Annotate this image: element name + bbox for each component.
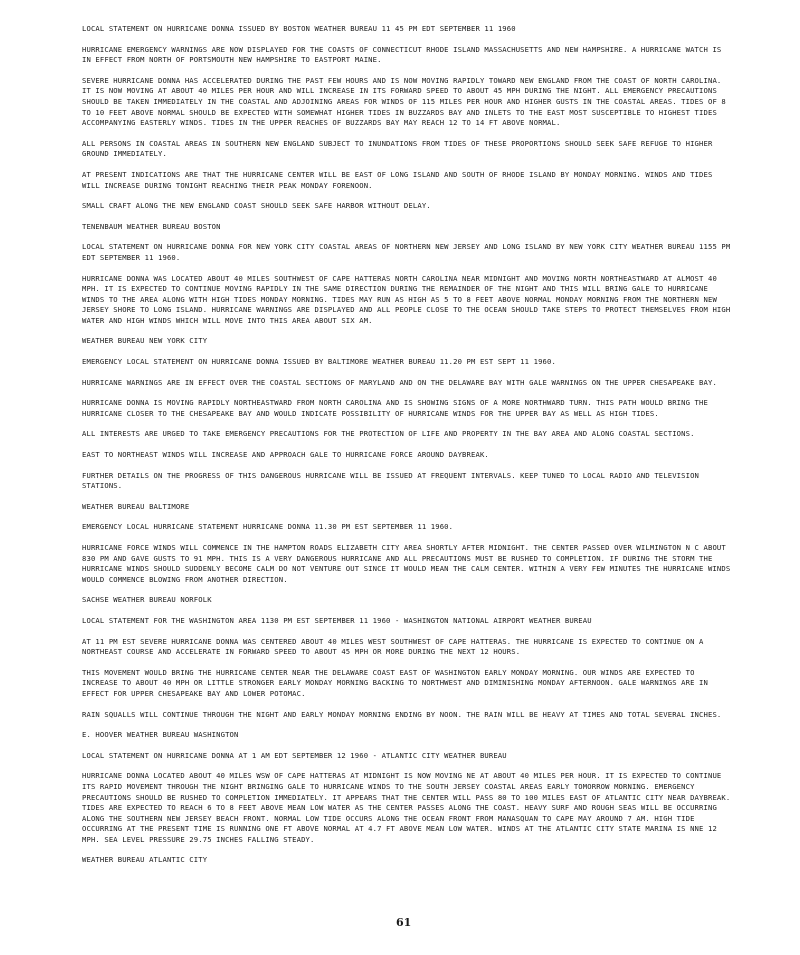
- statement-heading-washington: LOCAL STATEMENT FOR THE WASHINGTON AREA 1130 PM EST SEPTEMBER 11 1960 - WASHINGTON NATIONAL AIRPORT WEATHER BUREAU: [82, 615, 592, 625]
- signature-atlantic-city: WEATHER BUREAU ATLANTIC CITY: [82, 855, 208, 865]
- paragraph: AT 11 PM EST SEVERE HURRICANE DONNA WAS CENTERED ABOUT 40 MILES WEST SOUTHWEST OF CAPE HATTERAS. THE HURRICANE IS EXPECTED TO CONTINUE ON A NORTHEAST COURSE AND ACCELERATE IN FORWARD SPEED TO ABOUT 45 MPH OR MORE DURING THE NEXT 12 HOURS.: [82, 636, 704, 657]
- statement-heading-atlantic-city: LOCAL STATEMENT ON HURRICANE DONNA AT 1 AM EDT SEPTEMBER 12 1960 - ATLANTIC CITY WEATHER BUREAU: [82, 750, 507, 760]
- signature-boston: TENENBAUM WEATHER BUREAU BOSTON: [82, 221, 221, 231]
- document-body: [82, 24, 732, 876]
- paragraph: HURRICANE EMERGENCY WARNINGS ARE NOW DISPLAYED FOR THE COASTS OF CONNECTICUT RHODE ISLAND MASSACHUSETTS AND NEW HAMPSHIRE. A HURRICANE WATCH IS IN EFFECT FROM NORTH OF PORTSMOUTH NEW HAMPSHIRE TO EASTPORT MAINE.: [82, 44, 722, 65]
- paragraph: SMALL CRAFT ALONG THE NEW ENGLAND COAST SHOULD SEEK SAFE HARBOR WITHOUT DELAY.: [82, 201, 431, 211]
- paragraph: SEVERE HURRICANE DONNA HAS ACCELERATED DURING THE PAST FEW HOURS AND IS NOW MOVING RAPIDLY TOWARD NEW ENGLAND FROM THE COAST OF NORTH CAROLINA. IT IS NOW MOVING AT ABOUT 40 MILES PER HOUR AND WILL INCREASE IN ITS FORWARD SPEED TO ABOUT 45 MPH DURING THE NIGHT. ALL EMERGENCY PRECAUTIONS SHOULD BE TAKEN IMMEDIATELY IN THE COASTAL AND ADJOINING AREAS FOR WINDS OF 115 MILES PER HOUR AND HIGHER GUSTS IN THE COASTAL AREAS. TIDES OF 8 TO 10 FEET ABOVE NORMAL SHOULD BE EXPECTED WITH SOMEWHAT HIGHER TIDES IN BUZZARDS BAY AND INLETS TO THE EAST MOST SUSCEPTIBLE TO HIGHEST TIDES ACCOMPANYING EASTERLY WINDS. TIDES IN THE UPPER REACHES OF BUZZARDS BAY MAY REACH 12 TO 14 FT ABOVE NORMAL.: [82, 75, 726, 128]
- paragraph: ALL INTERESTS ARE URGED TO TAKE EMERGENCY PRECAUTIONS FOR THE PROTECTION OF LIFE AND PROPERTY IN THE BAY AREA AND ALONG COASTAL SECTIONS.: [82, 429, 695, 439]
- signature-norfolk: SACHSE WEATHER BUREAU NORFOLK: [82, 595, 212, 605]
- paragraph: HURRICANE DONNA IS MOVING RAPIDLY NORTHEASTWARD FROM NORTH CAROLINA AND IS SHOWING SIGNS OF A MORE NORTHWARD TURN. THIS PATH WOULD BRING THE HURRICANE CLOSER TO THE CHESAPEAKE BAY AND WOULD INDICATE POSSIBILITY OF HURRICANE WINDS FOR THE UPPER BAY AS WELL AS HIGH TIDES.: [82, 398, 708, 418]
- statement-heading-norfolk: EMERGENCY LOCAL HURRICANE STATEMENT HURRICANE DONNA 11.30 PM EST SEPTEMBER 11 1960.: [82, 522, 454, 532]
- statement-heading-boston: LOCAL STATEMENT ON HURRICANE DONNA ISSUED BY BOSTON WEATHER BUREAU 11 45 PM EDT SEPTEMBER 11 1960: [82, 24, 516, 33]
- paragraph: HURRICANE FORCE WINDS WILL COMMENCE IN THE HAMPTON ROADS ELIZABETH CITY AREA SHORTLY AFTER MIDNIGHT. THE CENTER PASSED OVER WILMINGTON N C ABOUT 830 PM AND GAVE GUSTS TO 91 MPH. THIS IS A VERY DANGEROUS HURRICANE AND ALL PRECAUTIONS MUST BE RUSHED TO COMPLETION. IF DURING THE STORM THE HURRICANE WINDS SHOULD SUDDENLY BECOME CALM DO NOT VENTURE OUT SINCE IT WOULD MEAN THE CALM CENTER. WITHIN A VERY FEW MINUTES THE HURRICANE WINDS WOULD COMMENCE BLOWING FROM ANOTHER DIRECTION.: [82, 543, 731, 584]
- statement-heading-new-york: LOCAL STATEMENT ON HURRICANE DONNA FOR NEW YORK CITY COASTAL AREAS OF NORTHERN NEW JERSEY AND LONG ISLAND BY NEW YORK CITY WEATHER BUREAU 1155 PM EDT SEPTEMBER 11 1960.: [82, 242, 731, 262]
- paragraph: HURRICANE WARNINGS ARE IN EFFECT OVER THE COASTAL SECTIONS OF MARYLAND AND ON THE DELAWARE BAY WITH GALE WARNINGS ON THE UPPER CHESAPEAKE BAY.: [82, 377, 717, 387]
- paragraph: ALL PERSONS IN COASTAL AREAS IN SOUTHERN NEW ENGLAND SUBJECT TO INUNDATIONS FROM TIDES OF THESE PROPORTIONS SHOULD SEEK SAFE REFUGE TO HIGHER GROUND IMMEDIATELY.: [82, 138, 713, 159]
- signature-baltimore: WEATHER BUREAU BALTIMORE: [82, 501, 190, 511]
- paragraph: HURRICANE DONNA LOCATED ABOUT 40 MILES WSW OF CAPE HATTERAS AT MIDNIGHT IS NOW MOVING NE AT ABOUT 40 MILES PER HOUR. IT IS EXPECTED TO CONTINUE ITS RAPID MOVEMENT THROUGH THE NIGHT BRINGING GALE TO HURRICANE WINDS TO THE SOUTH JERSEY COASTAL AREAS EARLY TOMORROW MORNING. EMERGENCY PRECAUTIONS SHOULD BE RUSHED TO COMPLETION IMMEDIATELY. IT APPEARS THAT THE CENTER WILL PASS 80 TO 100 MILES EAST OF ATLANTIC CITY NEAR DAYBREAK. TIDES ARE EXPECTED TO REACH 6 TO 8 FEET ABOVE MEAN LOW WATER AS THE CENTER PASSES ALONG THE COAST. HEAVY SURF AND ROUGH SEAS WILL BE OCCURRING ALONG THE SOUTHERN NEW JERSEY BEACH FRONT. NORMAL LOW TIDE OCCURS ALONG THE OCEAN FRONT FROM MANASQUAN TO CAPE MAY AROUND 7 AM. HIGH TIDE OCCURRING AT THE PRESENT TIME IS RUNNING ONE FT ABOVE NORMAL AT 4.7 FT ABOVE MEAN LOW WATER. WINDS AT THE ATLANTIC CITY STATE MARINA IS NNE 12 MPH. SEA LEVEL PRESSURE 29.75 INCHES FALLING STEADY.: [82, 771, 731, 844]
- paragraph: THIS MOVEMENT WOULD BRING THE HURRICANE CENTER NEAR THE DELAWARE COAST EAST OF WASHINGTON EARLY MONDAY MORNING. OUR WINDS ARE EXPECTED TO INCREASE TO ABOUT 40 MPH OR LITTLE STRONGER EARLY MONDAY MORNING BACKING TO NORTHWEST AND DIMINISHING MONDAY AFTERNOON. GALE WARNINGS ARE IN EFFECT FOR UPPER CHESAPEAKE BAY AND LOWER POTOMAC.: [82, 667, 708, 698]
- statement-heading-baltimore: EMERGENCY LOCAL STATEMENT ON HURRICANE DONNA ISSUED BY BALTIMORE WEATHER BUREAU 11.20 PM EST SEPT 11 1960.: [82, 357, 556, 367]
- paragraph: AT PRESENT INDICATIONS ARE THAT THE HURRICANE CENTER WILL BE EAST OF LONG ISLAND AND SOUTH OF RHODE ISLAND BY MONDAY MORNING. WINDS AND TIDES WILL INCREASE DURING TONIGHT REACHING THEIR PEAK MONDAY FORENOON.: [82, 169, 713, 190]
- signature-washington: E. HOOVER WEATHER BUREAU WASHINGTON: [82, 730, 239, 740]
- paragraph: EAST TO NORTHEAST WINDS WILL INCREASE AND APPROACH GALE TO HURRICANE FORCE AROUND DAYBREAK.: [82, 450, 489, 460]
- page-number: 61: [396, 916, 412, 929]
- paragraph: RAIN SQUALLS WILL CONTINUE THROUGH THE NIGHT AND EARLY MONDAY MORNING ENDING BY NOON. THE RAIN WILL BE HEAVY AT TIMES AND TOTAL SEVERAL INCHES.: [82, 709, 722, 719]
- signature-new-york: WEATHER BUREAU NEW YORK CITY: [82, 336, 208, 346]
- paragraph: HURRICANE DONNA WAS LOCATED ABOUT 40 MILES SOUTHWEST OF CAPE HATTERAS NORTH CAROLINA NEAR MIDNIGHT AND MOVING NORTH NORTHEASTWARD AT ALMOST 40 MPH. IT IS EXPECTED TO CONTINUE MOVING RAPIDLY IN THE SAME DIRECTION DURING THE REMAINDER OF THE NIGHT AND THIS WILL BRING GALE TO HURRICANE WINDS TO THE AREA ALONG WITH HIGH TIDES MONDAY MORNING. TIDES MAY RUN AS HIGH AS 5 TO 8 FEET ABOVE NORMAL MONDAY MORNING FROM THE NORTHERN NEW JERSEY SHORE TO LONG ISLAND. HURRICANE WARNINGS ARE DISPLAYED AND ALL PEOPLE CLOSE TO THE OCEAN SHOULD TAKE STEPS TO PROTECT THEMSELVES FROM HIGH WATER AND HIGH WINDS WHICH WILL MOVE INTO THIS AREA ABOUT SIX AM.: [82, 273, 731, 325]
- paragraph: FURTHER DETAILS ON THE PROGRESS OF THIS DANGEROUS HURRICANE WILL BE ISSUED AT FREQUENT INTERVALS. KEEP TUNED TO LOCAL RADIO AND TELEVISION STATIONS.: [82, 470, 700, 491]
